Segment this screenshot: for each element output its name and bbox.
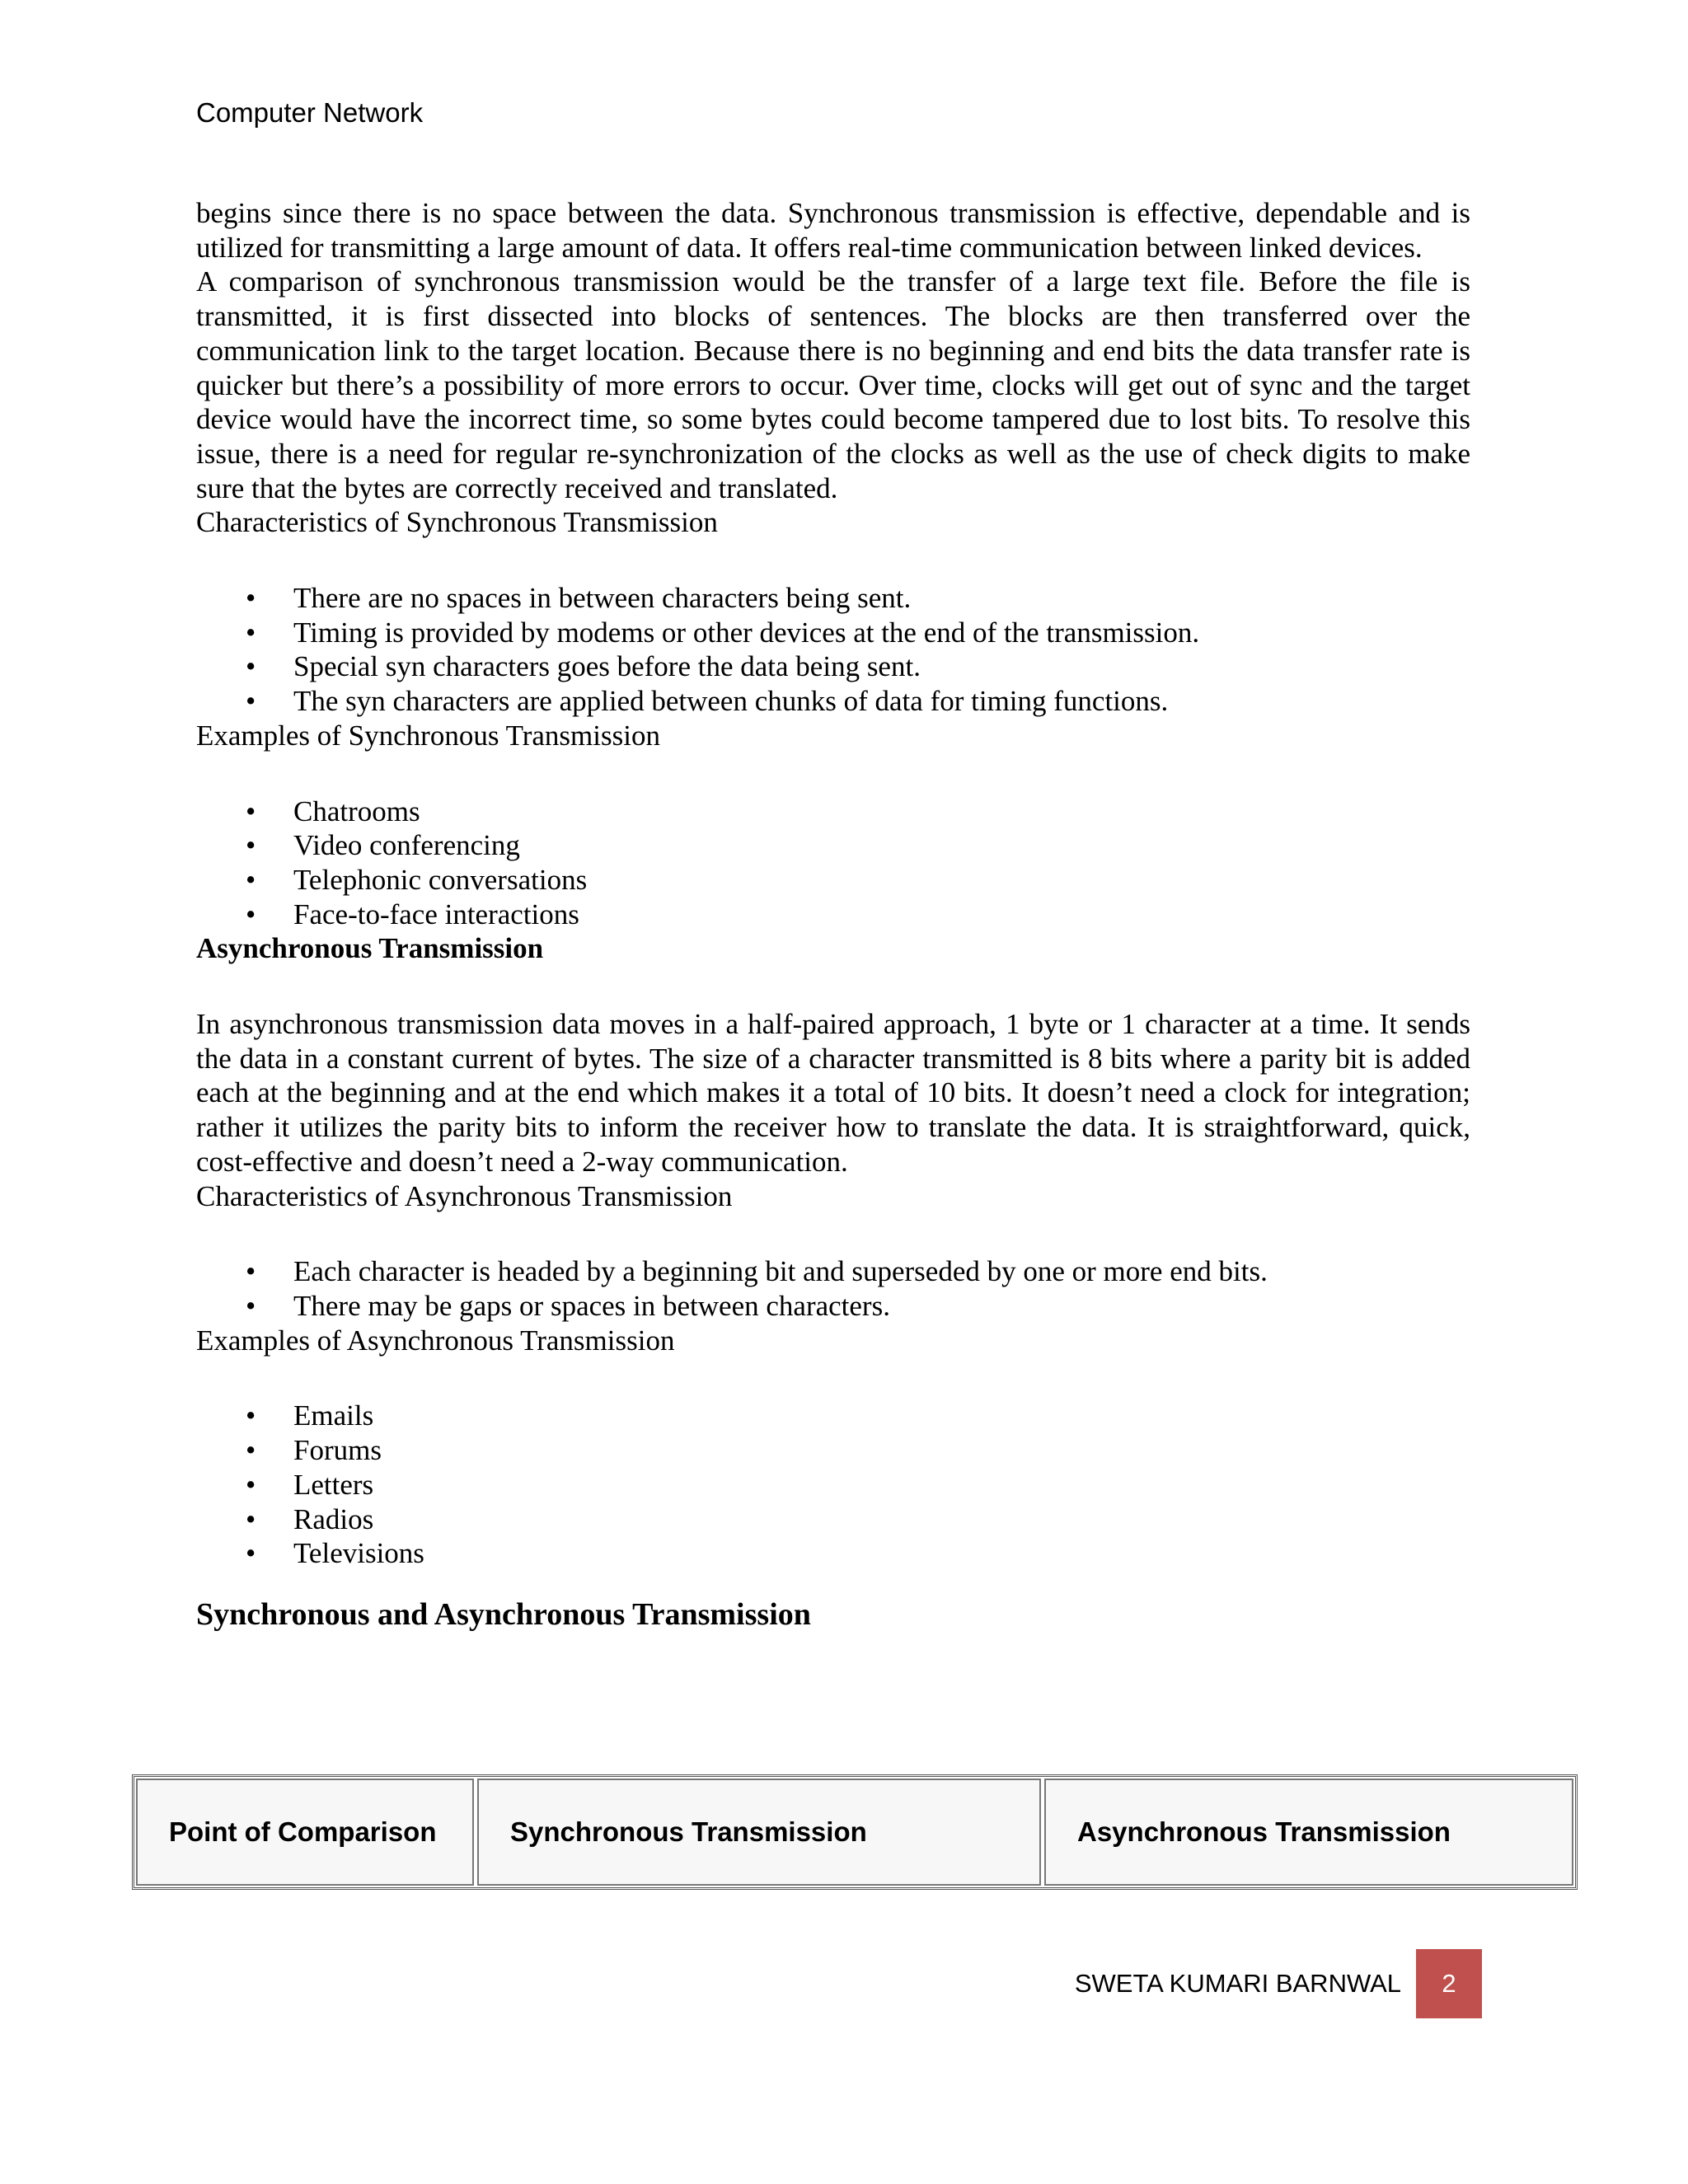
bullet-icon: • [246, 1289, 256, 1322]
author-name: SWETA KUMARI BARNWAL [1074, 1969, 1401, 1998]
bullet-icon: • [246, 863, 256, 896]
list-item: • Emails [246, 1399, 374, 1432]
async-section-heading: Asynchronous Transmission [196, 932, 544, 965]
sync-characteristics-heading: Characteristics of Synchronous Transmission [196, 506, 718, 539]
table-header-cell: Asynchronous Transmission [1044, 1779, 1573, 1886]
paragraph-async: In asynchronous transmission data moves in a half-paired approach, 1 byte or 1 character at a time. It sends the data in a constant current of bytes. The size of a character transmitted is 8 bits where a parity bit is added each at the beginning and at the end which makes it a total of 10 bits. It doesn’t need a clock for integration; rather it utilizes the parity bits to inform the receiver how to translate the data. It is straightforward, quick, cost-effective and doesn’t need a 2-way communication. [196, 1008, 1470, 1178]
bullet-icon: • [246, 1255, 256, 1288]
bullet-icon: • [246, 582, 256, 615]
list-item: • Video conferencing [246, 829, 520, 862]
list-item: • Televisions [246, 1537, 424, 1570]
async-characteristics-list [196, 1254, 1470, 1323]
document-body [196, 196, 1470, 1633]
list-item: • Telephonic conversations [246, 863, 588, 896]
sync-examples-list [196, 794, 1470, 932]
bullet-icon: • [246, 650, 256, 683]
bullet-icon: • [246, 1502, 256, 1535]
bullet-icon: • [246, 1537, 256, 1570]
async-examples-list [196, 1399, 1470, 1571]
list-item: • Timing is provided by modems or other devices at the end of the transmission. [246, 616, 1200, 649]
list-item: • Forums [246, 1434, 382, 1467]
bullet-icon: • [246, 616, 256, 649]
bullet-icon: • [246, 1399, 256, 1432]
paragraph-sync-benefits: begins since there is no space between the data. Synchronous transmission is effective, dependable and is utilized for transmitting a large amount of data. It offers real-time communication between linked devices. [196, 197, 1470, 264]
bullet-icon: • [246, 1434, 256, 1467]
bullet-icon: • [246, 829, 256, 862]
list-item: • Special syn characters goes before the data being sent. [246, 650, 921, 683]
list-item: • There may be gaps or spaces in between characters. [246, 1289, 890, 1322]
list-item: • The syn characters are applied between chunks of data for timing functions. [246, 685, 1169, 718]
running-header: Computer Network [196, 97, 424, 128]
list-item: • Letters [246, 1468, 374, 1501]
list-item: • Face-to-face interactions [246, 898, 579, 930]
bullet-icon: • [246, 685, 256, 718]
bullet-icon: • [246, 794, 256, 827]
table-header-cell: Synchronous Transmission [477, 1779, 1041, 1886]
async-examples-heading: Examples of Asynchronous Transmission [196, 1324, 675, 1357]
comparison-table-header [132, 1774, 1578, 1890]
sync-characteristics-list [196, 581, 1470, 719]
paragraph-sync-example: A comparison of synchronous transmission would be the transfer of a large text file. Before the file is transmitted, it is first dissected into blocks of sentences. The blocks are then transferred over the communication link to the target location. Because there is no beginning and end bits the data transfer rate is quicker but there’s a possibility of more errors to occur. Over time, clocks will get out of sync and the target device would have the incorrect time, so some bytes could become tampered due to lost bits. To resolve this issue, there is a need for regular re-synchronization of the clocks as well as the use of check digits to make sure that the bytes are correctly received and translated. [196, 265, 1470, 504]
sync-examples-heading: Examples of Synchronous Transmission [196, 719, 660, 752]
list-item: • Each character is headed by a beginning bit and superseded by one or more end bits. [246, 1255, 1268, 1288]
comparison-heading: Synchronous and Asynchronous Transmission [196, 1596, 811, 1632]
list-item: • There are no spaces in between characters being sent. [246, 582, 912, 615]
bullet-icon: • [246, 1468, 256, 1501]
table-header-cell: Point of Comparison [136, 1779, 474, 1886]
async-characteristics-heading: Characteristics of Asynchronous Transmission [196, 1179, 733, 1212]
page-number-badge: 2 [1416, 1949, 1482, 2018]
list-item: • Radios [246, 1502, 374, 1535]
bullet-icon: • [246, 898, 256, 930]
page-footer [1075, 1949, 1482, 2018]
list-item: • Chatrooms [246, 794, 420, 827]
